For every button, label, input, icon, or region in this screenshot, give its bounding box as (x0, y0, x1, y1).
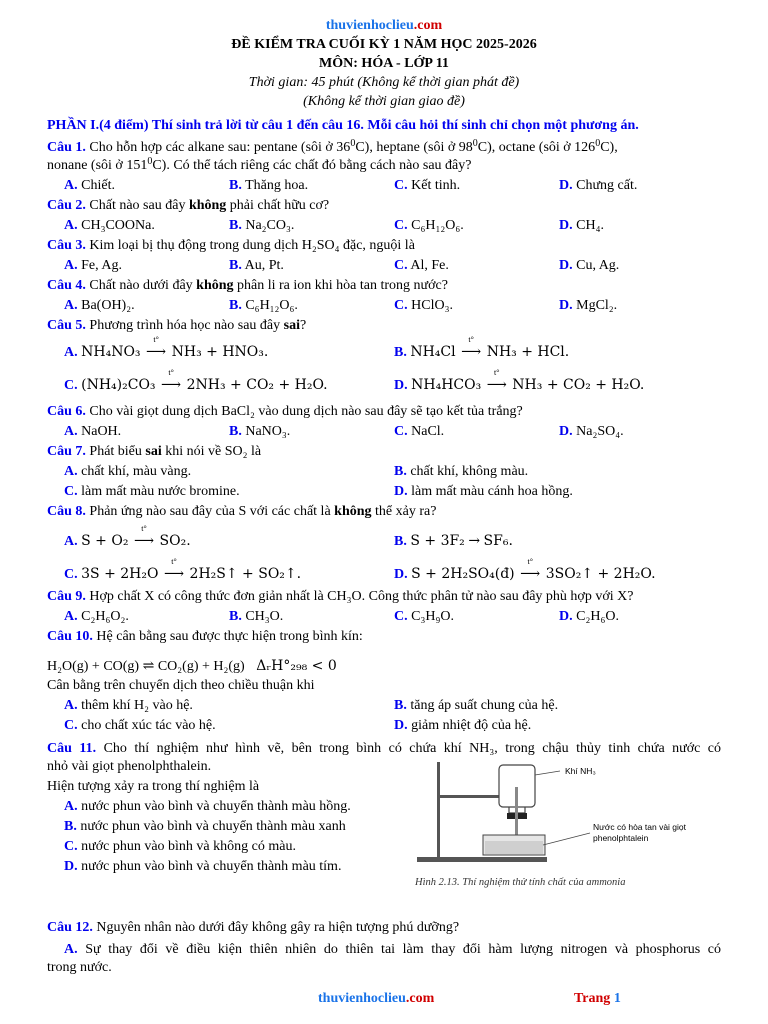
q5-options-cd (64, 368, 724, 399)
q5-option-a[interactable]: A. NH₄NO₃ ⟶ t° NH₃ + HNO₃. (64, 335, 269, 360)
q3-option-b[interactable]: B. Au, Pt. (229, 258, 284, 273)
q10-option-a[interactable]: A. thêm khí H₂ vào hệ. (64, 698, 193, 713)
q4-option-c[interactable]: C. HClO₃. (394, 298, 453, 313)
exam-subject: MÔN: HÓA - LỚP 11 (319, 56, 449, 71)
q2-option-b[interactable]: B. Na₂CO₃. (229, 218, 295, 233)
q10-option-b[interactable]: B. tăng áp suất chung của hệ. (394, 698, 559, 713)
q9-stem: Câu 9. Hợp chất X có công thức đơn giản nhất là CH₃O. Công thức phân tử nào sau đây phù hợp với X? (47, 589, 634, 604)
q4-option-a[interactable]: A. Ba(OH)₂. (64, 298, 135, 313)
q9-options (64, 609, 724, 629)
q7-options-cd (64, 484, 724, 504)
q8-option-c[interactable]: C. 3S + 2H₂O ⟶ t° 2H₂S↑ + SO₂↑. (64, 557, 302, 582)
gas-label: Khí NH₃ (565, 766, 596, 776)
q7-option-c[interactable]: C. làm mất màu nước bromine. (64, 484, 240, 499)
q10-options-cd (64, 718, 724, 738)
equilibrium-arrow-icon: ⇌ (142, 658, 155, 674)
q7-stem: Câu 7. Phát biểu sai khi nói về SO₂ là (47, 444, 262, 459)
q9-option-c[interactable]: C. C₃H₉O. (394, 609, 454, 624)
q1-stem-2: nonane (sôi ở $151^0C$). Có thể tách riêng các chất đó bằng cách nào sau đây? (47, 156, 472, 173)
q10-stem: Câu 10. Hệ cân bằng sau được thực hiện trong bình kín: (47, 629, 363, 644)
q4-option-d[interactable]: D. MgCl₂. (559, 298, 618, 313)
q5-options-ab (64, 335, 724, 366)
q11-option-a[interactable]: A. nước phun vào bình và chuyển thành màu hồng. (64, 799, 351, 814)
q12-option-a[interactable]: A. Sự thay đổi về điều kiện thiên nhiên do thiên tai làm thay đổi hàm lượng nitrogen và phosphorus có (64, 942, 722, 957)
q10-stem-2: Cân bằng trên chuyển dịch theo chiều thuận khi (47, 678, 315, 693)
footer-site: thuvienhoclieu.com (318, 991, 435, 1006)
q7-option-a[interactable]: A. chất khí, màu vàng. (64, 464, 192, 479)
q6-option-c[interactable]: C. NaCl. (394, 424, 445, 439)
q4-option-b[interactable]: B. C₆H₁₂O₆. (229, 298, 298, 313)
q9-option-d[interactable]: D. C₂H₆O. (559, 609, 619, 624)
q11-stem-2: nhỏ vài giọt phenolphthalein. (47, 759, 212, 774)
q5-option-b[interactable]: B. NH₄Cl ⟶ t° NH₃ + HCl. (394, 335, 570, 360)
q5-option-c[interactable]: C. (NH₄)₂CO₃ ⟶ t° 2NH₃ + CO₂ + H₂O. (64, 368, 328, 393)
clamp-arm (439, 795, 507, 798)
q1-option-d[interactable]: D. Chưng cất. (559, 178, 638, 193)
q10-equation: H₂O(g) + CO(g) ⇌ CO₂(g) + H₂(g) ΔᵣH°₂₉₈ < 0 (47, 658, 337, 674)
q8-option-a[interactable]: A. S + O₂ ⟶ t° SO₂. (64, 524, 191, 549)
q6-option-a[interactable]: A. NaOH. (64, 424, 122, 439)
q3-option-d[interactable]: D. Cu, Ag. (559, 258, 620, 273)
q11-option-b[interactable]: B. nước phun vào bình và chuyển thành màu xanh (64, 819, 346, 834)
q4-stem: Câu 4. Chất nào dưới đây không phân li ra ion khi hòa tan trong nước? (47, 278, 448, 293)
q11-option-c[interactable]: C. nước phun vào bình và không có màu. (64, 839, 296, 854)
q1-option-c[interactable]: C. Kết tinh. (394, 178, 461, 193)
q8-options-ab (64, 524, 724, 555)
q2-option-a[interactable]: A. CH₃COONa. (64, 218, 155, 233)
q11-option-d[interactable]: D. nước phun vào bình và chuyển thành màu tím. (64, 859, 342, 874)
q10-option-d[interactable]: D. giảm nhiệt độ của hệ. (394, 718, 532, 733)
q1-label: Câu 1. (47, 140, 86, 155)
q5-option-d[interactable]: D. NH₄HCO₃ ⟶ t° NH₃ + CO₂ + H₂O. (394, 368, 645, 393)
q6-stem: Câu 6. Cho vài giọt dung dịch BaCl₂ vào dung dịch nào sau đây sẽ tạo kết tủa trắng? (47, 404, 523, 419)
q2-option-d[interactable]: D. CH₄. (559, 218, 604, 233)
q9-option-a[interactable]: A. C₂H₆O₂. (64, 609, 129, 624)
exam-note: (Không kể thời gian giao đề) (303, 94, 465, 109)
q7-options-ab (64, 464, 724, 484)
q4-options (64, 298, 724, 318)
ammonia-fountain-diagram (415, 757, 705, 892)
q8-options-cd (64, 557, 724, 588)
q10-option-c[interactable]: C. cho chất xúc tác vào hệ. (64, 718, 216, 733)
q3-option-a[interactable]: A. Fe, Ag. (64, 258, 122, 273)
q1-options (64, 178, 724, 198)
q12-stem: Câu 12. Nguyên nhân nào dưới đây không gây ra hiện tượng phú dưỡng? (47, 920, 460, 935)
q2-option-c[interactable]: C. C₆H₁₂O₆. (394, 218, 464, 233)
header (47, 16, 721, 111)
q3-stem: Câu 3. Kim loại bị thụ động trong dung dịch H₂SO₄ đặc, nguội là (47, 238, 415, 253)
q8-stem: Câu 8. Phản ứng nào sau đây của S với các chất là không thể xảy ra? (47, 504, 437, 519)
q11-stem: Câu 11. Cho thí nghiệm như hình vẽ, bên trong bình có chứa khí NH₃, trong chậu thủy tinh chứa nước có (47, 741, 722, 756)
q1-option-b[interactable]: B. Thăng hoa. (229, 178, 309, 193)
q9-option-b[interactable]: B. CH₃O. (229, 609, 284, 624)
q10-options-ab (64, 698, 724, 718)
q3-option-c[interactable]: C. Al, Fe. (394, 258, 449, 273)
water-label: Nước có hòa tan vài giọt (593, 822, 687, 832)
q12-option-a-2: trong nước. (47, 960, 112, 975)
exam-time: Thời gian: 45 phút (Không kể thời gian phát đề) (248, 75, 520, 90)
q2-options (64, 218, 724, 238)
figure-caption: Hình 2.13. Thí nghiệm thử tính chất của ammonia (415, 877, 626, 888)
q7-option-d[interactable]: D. làm mất màu cánh hoa hồng. (394, 484, 573, 499)
q5-stem: Câu 5. Phương trình hóa học nào sau đây sai? (47, 318, 307, 333)
q8-option-d[interactable]: D. S + 2H₂SO₄(đ) ⟶ t° 3SO₂↑ + 2H₂O. (394, 557, 656, 582)
q3-options (64, 258, 724, 278)
q6-options (64, 424, 724, 444)
q11-stem-3: Hiện tượng xảy ra trong thí nghiệm là (47, 779, 260, 794)
q6-option-d[interactable]: D. Na₂SO₄. (559, 424, 624, 439)
stand-base (417, 857, 547, 862)
site-name: thuvienhoclieu.com (325, 18, 443, 33)
q7-option-b[interactable]: B. chất khí, không màu. (394, 464, 529, 479)
q6-option-b[interactable]: B. NaNO₃. (229, 424, 291, 439)
q8-option-b[interactable]: B. S + 3F₂ → SF₆. (394, 533, 513, 549)
exam-title: ĐỀ KIỂM TRA CUỐI KỲ 1 NĂM HỌC 2025-2026 (231, 37, 537, 52)
water-label-2: phenolphtalein (593, 833, 649, 843)
footer (0, 991, 768, 1009)
part1-heading: PHẦN I.(4 điểm) Thí sinh trả lời từ câu 1 đến câu 16. Mỗi câu hỏi thí sinh chỉ chọn một phương án. (47, 118, 639, 133)
ammonia-experiment-figure (415, 757, 705, 892)
page-number: Trang 1 (574, 991, 621, 1006)
q1-stem: Câu 1. Cho hỗn hợp các alkane sau: pentane (sôi ở $36^0C$), heptane (sôi ở $98^0C$), octane (sôi ở $126^0C$), (47, 138, 618, 155)
stand-rod (437, 762, 440, 858)
water-level (485, 841, 543, 854)
q2-stem: Câu 2. Chất nào sau đây không phải chất hữu cơ? (47, 198, 330, 213)
q1-option-a[interactable]: A. Chiết. (64, 178, 115, 193)
